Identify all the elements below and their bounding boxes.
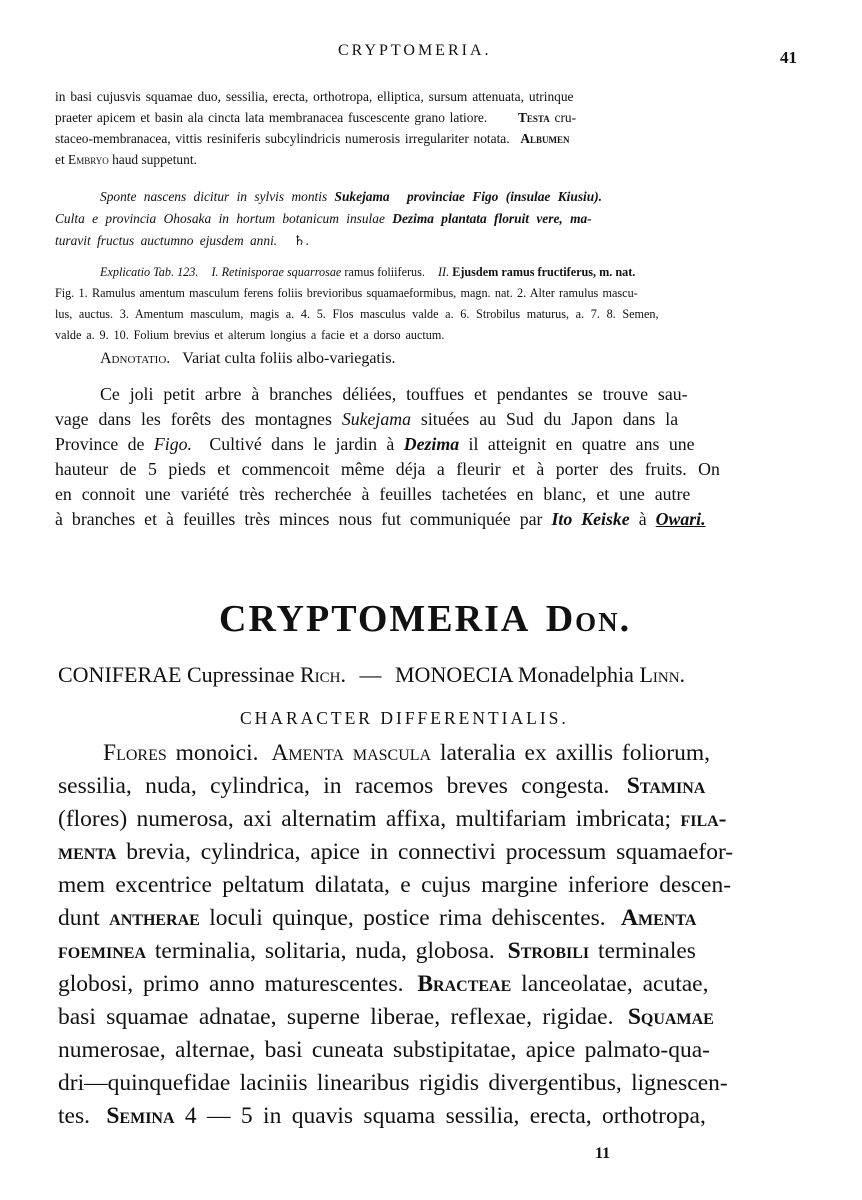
explicatio-line-1 [100,262,635,283]
character-line-4 [58,839,733,866]
french-text-2c: situées au Sud du Japon dans la [420,409,679,429]
french-text-6a: à branches et à feuilles très minces nous fut communiquée par [55,509,543,529]
strobili-label: Strobili [507,938,590,964]
character-text-6c: loculi quinque, postice rima dehiscentes. [209,905,606,931]
bracteae-label: Bracteae [417,971,512,997]
signature-mark: 11 [595,1145,611,1162]
french-place-figo: Figo. [153,434,192,454]
character-text-8a: globosi, primo anno maturescentes. [58,971,404,997]
classification-line [58,662,685,688]
character-line-2 [58,773,705,800]
french-line-3 [55,434,695,455]
genus-title [219,597,631,641]
class-name: MONOECIA [395,662,513,687]
testa-label: Testa [517,110,550,125]
adnotatio [100,350,396,368]
habitat-text-1c: provinciae [406,189,465,204]
top-description-line-2 [55,107,576,129]
french-text-3a: Province de [55,434,145,454]
character-text-2a: sessilia, nuda, cylindrica, in racemos breves congesta. [58,773,610,799]
french-line-2 [55,409,678,430]
character-line-8 [58,971,708,998]
order-name: Monadelphia [517,662,634,687]
filamenta-label-b: menta [58,839,117,865]
genus-name: CRYPTOMERIA [219,598,529,640]
character-text-12c: 4 — 5 in quavis squama sessilia, erecta, orthotropa, [184,1103,706,1129]
page-number: 41 [780,48,797,67]
tribe-author: Rich. [299,662,346,687]
testa-continuation: cru- [554,110,577,125]
explicatio-line-4: valde a. 9. 10. Folium brevius et alterum longius a facie et a dorso auctum. [55,328,445,342]
habitat-text-2e: plantata floruit vere, ma- [441,211,592,226]
top-description-line-3 [55,128,570,150]
character-heading: CHARACTER DIFFERENTIALIS. [240,708,569,728]
french-line-5: en connoit une variété très recherchée à feuilles tachetées en blanc, et une autre [55,484,691,504]
character-line-6 [58,905,696,932]
albumen-label: Albumen [520,131,570,146]
character-text-6a: dunt [58,905,100,931]
character-line-3 [58,806,727,833]
squamae-label: Squamae [627,1004,714,1030]
semina-label: Semina [106,1103,175,1129]
embryo-label: Embryo [68,152,109,167]
family-name: CONIFERAE [58,662,182,687]
explicatio-line-2: Fig. 1. Ramulus amentum masculum ferens foliis brevioribus squamaeformibus, magn. nat. 2. Alter ramulus mascu- [55,286,638,300]
character-line-1 [103,740,710,767]
explicatio-species: Retinisporae squarrosae [221,265,342,279]
character-line-7 [58,938,696,965]
genus-author: Don. [545,598,632,640]
french-line-1: Ce joli petit arbre à branches déliées, touffues et pendantes se trouve sau- [100,384,688,404]
character-text-4b: brevia, cylindrica, apice in connectivi processum squamaefor- [126,839,734,865]
habitat-place-sukejama: Sukejama [334,189,390,204]
character-line-10: numerosae, alternae, basi cuneata substipitatae, apice palmato-qua- [58,1037,710,1063]
adnotatio-label: Adnotatio. [100,350,171,367]
habitat-text-1a: Sponte nascens dicitur in sylvis montis [100,189,328,204]
perennial-symbol: ♄. [293,233,309,248]
character-line-9 [58,1004,714,1031]
top-description-line-4 [55,149,197,171]
french-text-3e: il atteignit en quatre ans une [468,434,695,454]
habitat-line-2 [55,208,592,230]
character-text-12a: tes. [58,1103,90,1129]
class-author: Linn. [639,662,686,687]
explicatio-text-1d: ramus foliiferus. [344,265,425,279]
habitat-text-3a: turavit fructus auctumno ejusdem anni. [55,233,278,248]
habitat-text-1e: (insulae Kiusiu). [505,189,603,204]
top-description-text-4: haud suppetunt. [112,152,197,167]
french-place-sukejama: Sukejama [341,409,411,429]
character-line-5: mem excentrice peltatum dilatata, e cujus margine inferiore descen- [58,872,732,898]
character-text-3a: (flores) numerosa, axi alternatim affixa, multifariam imbricata; [58,806,672,832]
adnotatio-text: Variat culta foliis albo-variegatis. [182,350,396,367]
antherae-label: antherae [109,905,200,931]
character-text-9: basi squamae adnatae, superne liberae, reflexae, rigidae. [58,1004,614,1030]
running-title: CRYPTOMERIA. [338,42,492,59]
habitat-place-dezima: Dezima [392,211,434,226]
explicatio-text-1f: Ejusdem ramus fructiferus, m. nat. [452,265,636,279]
habitat-text-2a: Culta e provincia [55,211,157,226]
explicatio-roman-2: II. [438,265,450,279]
explicatio-line-3: lus, auctus. 3. Amentum masculum, magis a. 4. 5. Flos masculus valde a. 6. Strobilus maturus, a. 7. 8. Semen, [55,307,659,321]
french-place-owari: Owari. [655,509,706,529]
character-text-7d: terminales [598,938,696,964]
filamenta-label-a: fila- [680,806,727,832]
amenta-label: Amenta [621,905,697,931]
french-place-dezima: Dezima [403,434,460,454]
habitat-line-3 [55,230,309,252]
top-description-text-2: praeter apicem et basin ala cincta lata membranacea fuscescente grano latiore. [55,110,488,125]
character-text-1b: monoici. [175,740,259,766]
foeminea-label: foeminea [58,938,146,964]
character-line-11: dri—quinquefidae laciniis linearibus rigidis divergentibus, lignescen- [58,1070,728,1096]
explicatio-roman-1: I. [211,265,219,279]
habitat-line-1 [100,186,602,208]
french-text-3c: Cultivé dans le jardin à [209,434,395,454]
habitat-place-figo: Figo [472,189,499,204]
top-description-et: et [55,152,65,167]
explicatio-label: Explicatio Tab. 123. [100,265,199,279]
top-description-text-3: staceo-membranacea, vittis resiniferis subcylindricis numerosis irregulariter notata. [55,131,510,146]
french-line-6 [55,509,706,530]
character-text-1d: lateralia ex axillis foliorum, [439,740,710,766]
classification-dash: — [359,662,382,687]
french-line-4: hauteur de 5 pieds et commencoit même déja a fleurir et à porter des fruits. On [55,459,720,479]
french-text-2a: vage dans les forêts des montagnes [55,409,332,429]
french-text-6c: à [638,509,647,529]
tribe-name: Cupressinae [186,662,295,687]
habitat-text-2c: in hortum botanicum insulae [218,211,385,226]
top-description-line-1: in basi cujusvis squamae duo, sessilia, erecta, orthotropa, elliptica, sursum attenuata, utrinque [55,89,574,104]
stamina-label: Stamina [626,773,706,799]
character-line-12 [58,1103,706,1130]
habitat-place-ohosaka: Ohosaka [163,211,212,226]
amenta-mascula-label: Amenta mascula [271,740,432,766]
flores-label: Flores [103,740,167,766]
french-person: Ito Keiske [551,509,630,529]
character-text-7b: terminalia, solitaria, nuda, globosa. [154,938,495,964]
character-text-8c: lanceolatae, acutae, [521,971,709,997]
